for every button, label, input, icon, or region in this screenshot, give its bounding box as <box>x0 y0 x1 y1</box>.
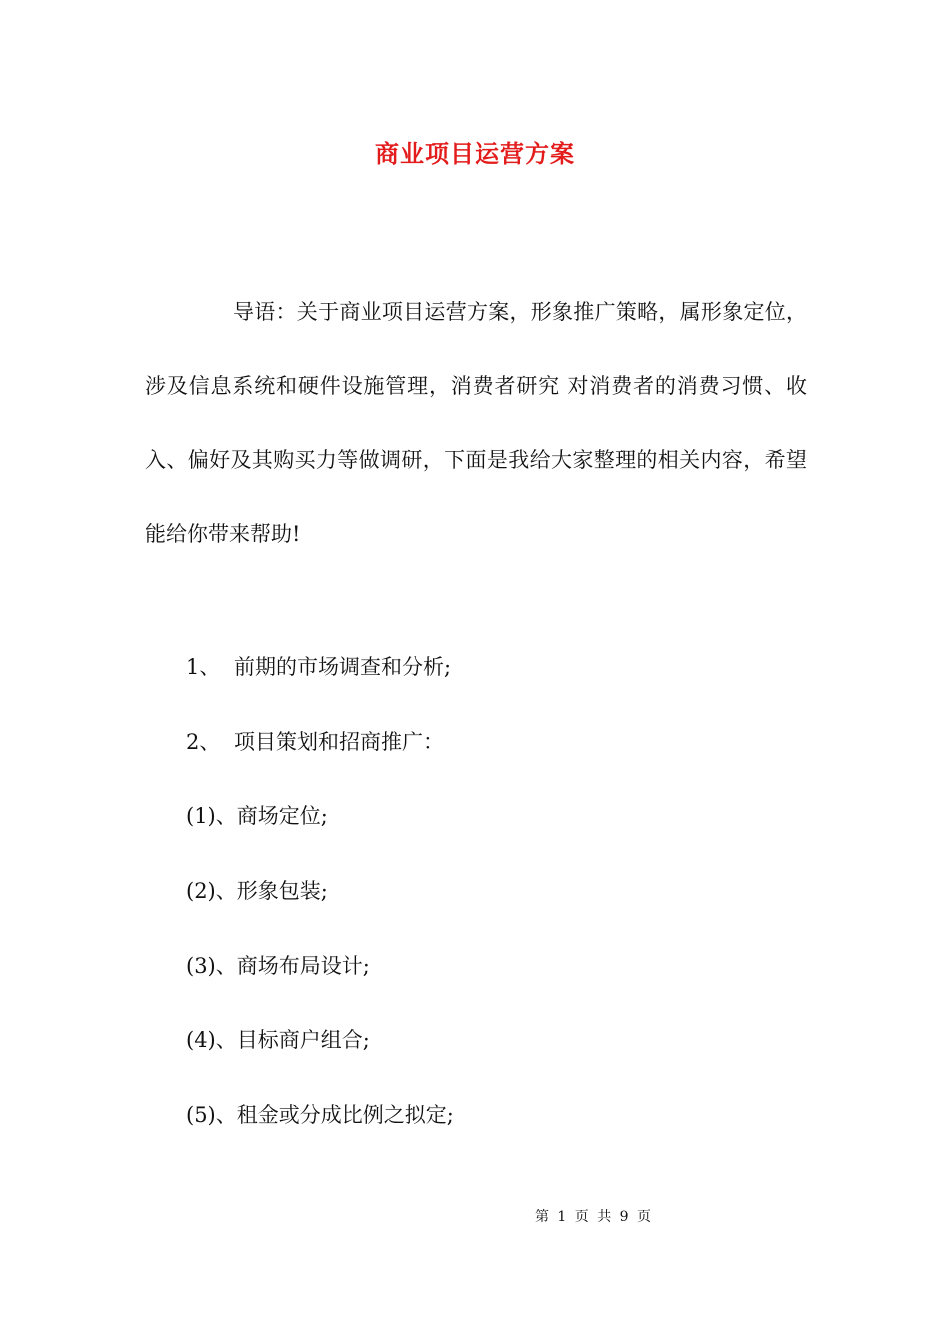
sub-list-item: (3)、商场布局设计; <box>186 954 370 978</box>
list-item <box>186 649 451 685</box>
sub-list-item: (5)、租金或分成比例之拟定; <box>186 1103 454 1127</box>
page-footer: 第 1 页 共 9 页 <box>534 1209 652 1225</box>
list-item-text: 项目策划和招商推广： <box>234 730 444 754</box>
list-item <box>186 724 444 760</box>
list-item-number: 1、 <box>186 655 221 679</box>
document-title: 商业项目运营方案 <box>375 139 575 168</box>
sub-list-item: (4)、目标商户组合; <box>186 1028 370 1052</box>
sub-list-item: (1)、商场定位; <box>186 804 328 828</box>
intro-paragraph: 导语：关于商业项目运营方案，形象推广策略，属形象定位，涉及信息系统和硬件设施管理，消费者研究 对消费者的消费习惯、收入、偏好及其购买力等做调研，下面是我给大家整理的相关内容，希望能给你带来帮助! <box>145 300 807 546</box>
sub-list-item: (2)、形象包装; <box>186 879 328 903</box>
list-item-number: 2、 <box>186 730 221 754</box>
list-item-text: 前期的市场调查和分析; <box>234 655 452 679</box>
